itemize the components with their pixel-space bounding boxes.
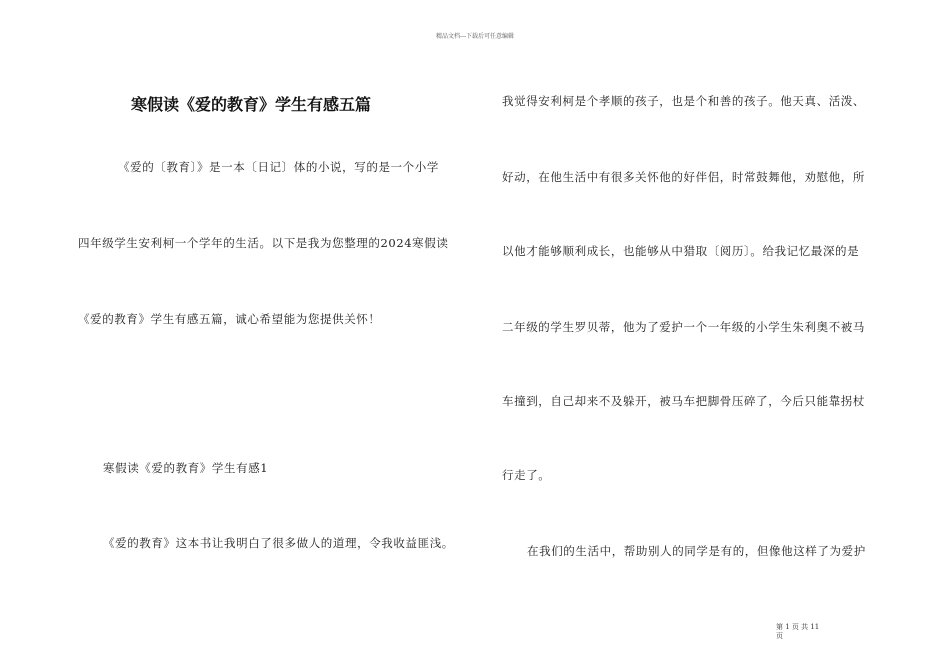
right-paragraph-line: 我觉得安利柯是个孝顺的孩子，也是个和善的孩子。他天真、活泼、 xyxy=(502,94,865,108)
right-paragraph-line: 好动，在他生活中有很多关怀他的好伴侣，时常鼓舞他，劝慰他，所 xyxy=(502,170,865,184)
right-paragraph-line: 在我们的生活中，帮助别人的同学是有的，但像他这样了为爱护 xyxy=(527,544,866,558)
left-paragraph-line: 《爱的〔教育〕》是一本〔日记〕体的小说，写的是一个小学 xyxy=(118,160,439,174)
right-paragraph-line: 以他才能够顺利成长，也能够从中猎取〔阅历〕。给我记忆最深的是 xyxy=(502,244,860,258)
right-paragraph-line: 二年级的学生罗贝蒂，他为了爱护一个一年级的小学生朱利奥不被马 xyxy=(502,320,865,334)
page-number xyxy=(776,623,819,641)
left-paragraph-line: 《爱的教育》学生有感五篇，诚心希望能为您提供关怀！ xyxy=(78,312,381,326)
right-paragraph-line: 行走了。 xyxy=(502,468,551,482)
page-number-line: 页 xyxy=(776,632,783,640)
header-note: 精品文档---下载后可任意编辑 xyxy=(435,33,515,40)
left-paragraph-line: 四年级学生安利柯一个学年的生活。以下是我为您整理的2024寒假读 xyxy=(78,236,449,250)
section-heading: 寒假读《爱的教育》学生有感1 xyxy=(103,461,269,475)
page-number-line: 第 1 页 共 11 xyxy=(776,623,820,631)
right-paragraph-line: 车撞到，自己却来不及躲开，被马车把脚骨压碎了，今后只能靠拐杖 xyxy=(502,394,865,408)
left-paragraph-line: 《爱的教育》这本书让我明白了很多做人的道理，令我收益匪浅。 xyxy=(103,536,454,550)
document-title: 寒假读《爱的教育》学生有感五篇 xyxy=(131,95,372,114)
